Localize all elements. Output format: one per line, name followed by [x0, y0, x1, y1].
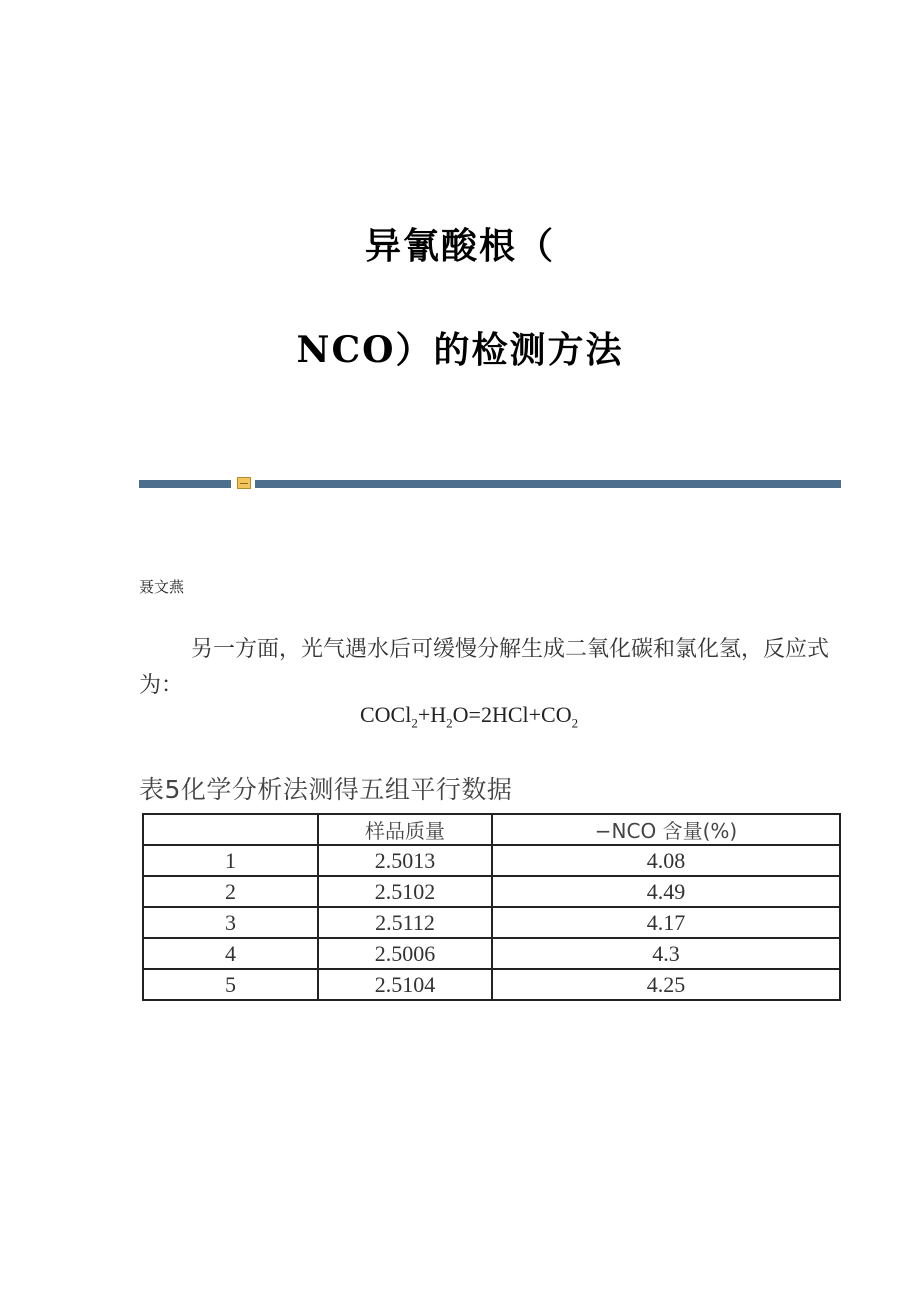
body-paragraph: 另一方面，光气遇水后可缓慢分解生成二氧化碳和氯化氢，反应式为： [139, 637, 830, 698]
table-header-cell: −NCO 含量(%) [492, 814, 840, 845]
table-cell: 4.17 [492, 907, 840, 938]
table-row [143, 876, 840, 907]
equation-part: +H [417, 702, 447, 727]
page-title-line-1: 异氰酸根（ [364, 225, 555, 267]
data-table [142, 813, 841, 1001]
equation-subscript: 2 [411, 715, 418, 731]
table-cell: 2 [143, 876, 318, 907]
table-cell: 2.5104 [318, 969, 492, 1000]
table-cell: 2.5006 [318, 938, 492, 969]
equation-part: O=2HCl+CO [452, 702, 572, 727]
table-cell: 2.5102 [318, 876, 492, 907]
table-row [143, 969, 840, 1000]
table-row [143, 907, 840, 938]
table-cell: 2.5013 [318, 845, 492, 876]
table-row [143, 938, 840, 969]
table-header-cell: 样品质量 [318, 814, 492, 845]
equation-part: COCl [360, 702, 412, 727]
table-cell: 5 [143, 969, 318, 1000]
table-cell: 1 [143, 845, 318, 876]
table-cell: 4.3 [492, 938, 840, 969]
equation-subscript: 2 [446, 715, 453, 731]
table-cell: 4.08 [492, 845, 840, 876]
table-header-cell [143, 814, 318, 845]
table-cell: 3 [143, 907, 318, 938]
table-row [143, 845, 840, 876]
envelope-icon [237, 477, 251, 489]
divider-bar-right [255, 480, 841, 488]
author-name: 聂文燕 [139, 578, 185, 596]
table-cell: 2.5112 [318, 907, 492, 938]
divider-bar-left [139, 480, 231, 488]
table-caption: 表5化学分析法测得五组平行数据 [139, 775, 513, 804]
table-header-row [143, 814, 840, 845]
table-cell: 4.49 [492, 876, 840, 907]
page-title-line-2: NCO）的检测方法 [296, 329, 624, 371]
table-cell: 4.25 [492, 969, 840, 1000]
table-cell: 4 [143, 938, 318, 969]
chemical-equation [360, 702, 578, 731]
equation-subscript: 2 [571, 715, 579, 731]
section-divider [139, 480, 841, 488]
